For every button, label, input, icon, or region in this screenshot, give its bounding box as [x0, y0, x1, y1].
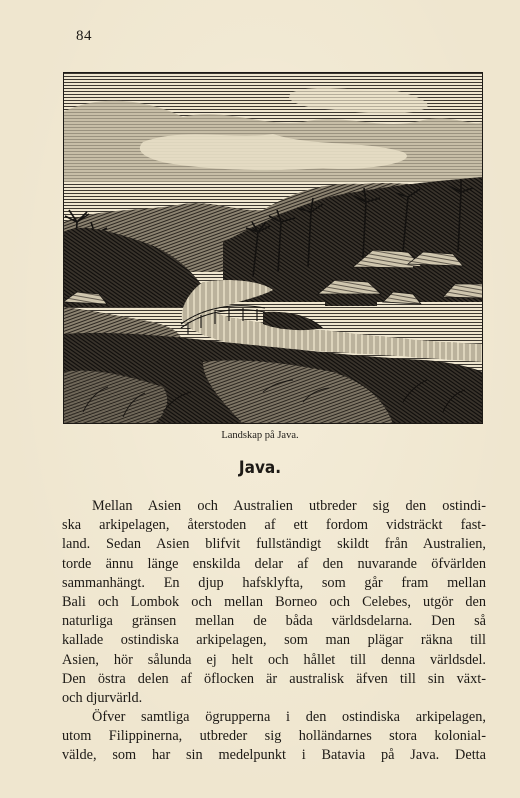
text-line: och djurvärld.	[62, 689, 143, 706]
text-line: välde, som har sin medelpunkt i Batavia på Java. Detta	[62, 747, 486, 764]
text-line: sammanhängt. En djup hafsklyfta, som går fram mellan	[62, 574, 486, 591]
text-line: Den östra delen af öflocken är australisk äfven till sin växt-	[62, 670, 486, 687]
text-line: torde ännu länge enskilda delar af den nuvarande öfvärlden	[62, 555, 486, 572]
landscape-engraving	[63, 72, 483, 424]
text-line: utom Filippinerna, utbreder sig holländarnes stora kolonial-	[62, 728, 486, 745]
text-line: kallade ostindiska arkipelagen, som man plägar räkna till	[62, 632, 486, 649]
text-line: Asien, hör sålunda ej helt och hållet till denna världsdel.	[62, 651, 486, 668]
text-line: land. Sedan Asien blifvit fullständigt skildt från Australien,	[62, 536, 486, 553]
text-line: Mellan Asien och Australien utbreder sig den ostindi-	[92, 498, 486, 514]
text-line: ska arkipelagen, återstoden af ett fordom vidsträckt fast-	[62, 517, 486, 534]
text-line: naturliga gränsen mellan de båda världsdelarna. Den så	[62, 613, 486, 630]
body-text	[62, 497, 486, 766]
page-number: 84	[76, 28, 92, 44]
figure-caption: Landskap på Java.	[221, 430, 299, 441]
section-heading: Java.	[238, 458, 282, 478]
text-line: Bali och Lombok och mellan Borneo och Celebes, utgör den	[62, 593, 486, 610]
text-line: Öfver samtliga ögrupperna i den ostindiska arkipelagen,	[92, 709, 486, 726]
